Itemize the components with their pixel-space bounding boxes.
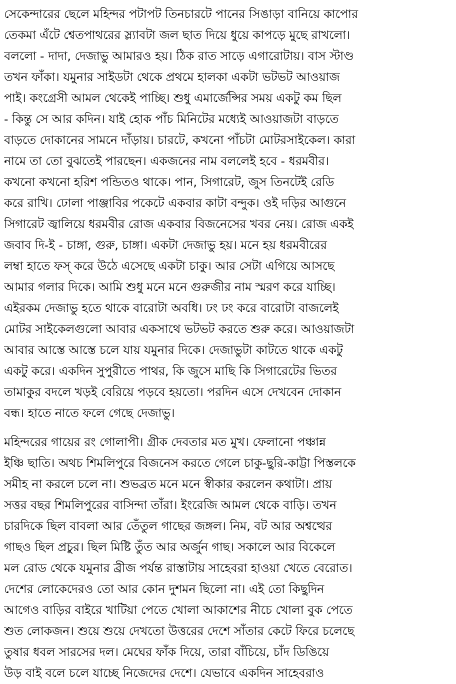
text-line: একটু করে। একদিন সুপুরীতে পাথর, কি জুসে মাছি কি সিগারেটের ভিতর <box>4 364 337 378</box>
text-line: তখন ফাঁকা। যমুনার সাইডটা থেকে প্রথমে হালকা একটা ভটভট আওয়াজ <box>4 70 340 84</box>
paragraph-1 <box>4 4 452 424</box>
text-line: সিগারেট জ্বালিয়ে ধরমবীর রোজ একবার বিজনেসের খবর নেয়। রোজ একই <box>4 217 354 231</box>
paragraph-2 <box>4 432 452 684</box>
text-line: লম্বা হাতে ফস্ করে উঠে এসেছে একটা চাকু। আর সেটা এগিয়ে আসছে <box>4 259 335 273</box>
text-line: তামাকুর বদলে খড়ই বেরিয়ে পড়বে হয়তো। পরদিন এসে দেখবেন দোকান <box>4 385 342 399</box>
text-line: এইরকম দেজাভু হতে থাকে বারোটা অবধি। ঢং ঢং করে বারোটা বাজলেই <box>4 301 339 315</box>
text-line: আমার গলার দিকে। আমি শুধু মনে মনে গুরুজীর নাম স্মরণ করে যাচ্ছি। <box>4 280 336 294</box>
text-line: সমীহ না করলে চলে না। শুভব্রত মনে মনে স্বীকার করলেন কথাটা। প্রায় <box>4 477 332 491</box>
text-line: তুষার ধবল সারসের দল। মেঘের ফাঁক দিয়ে, তারা বাঁচিয়ে, চাঁদ ডিঙিয়ে <box>4 645 329 659</box>
text-line: বাড়তে দোকানের সামনে দাঁড়ায়। চারটে, কখনো পাঁচটা মোটরসাইকেল। কারা <box>4 133 356 147</box>
text-line: শুত লোকজন। শুয়ে শুয়ে দেখতো উত্তরের দেশে সাঁতার কেটে ফিরে চলেছে <box>4 624 355 638</box>
text-line: কখনো কখনো হরিশ পন্ডিতও থাকে। পান, সিগারেট, জুস তিনটেই রেডি <box>4 175 335 189</box>
text-line: ইঞ্চি ছাতি। অথচ শিমলিপুরে বিজনেস করতে গেলে চাকু-ছুরি-কাট্টা পিস্তলকে <box>4 456 356 470</box>
text-line: চারদিকে ছিল বাবলা আর তেঁতুল গাছের জঙ্গল। নিম, বট আর অশ্বত্থের <box>4 519 333 533</box>
text-line: উড় বাই বলে চলে যাচ্ছে নিজেদের দেশে। যেভাবে একদিন সাহেবরাও <box>4 666 324 680</box>
text-line: গাছও ছিল প্রচুর। ছিল মিষ্টি তুঁত আর অর্জুন গাছ। সকালে আর বিকেলে <box>4 540 336 554</box>
text-line: পাই। কংগ্রেসী আমল থেকেই পাচ্ছি। শুধু এমার্জেন্সির সময় একটু কম ছিল <box>4 91 342 105</box>
text-line: দেশের লোকেদেরও তো আর কোন দুশমন ছিলো না। এই তো কিছুদিন <box>4 582 325 596</box>
text-line: নামে তা তো বুঝতেই পারছেন। একজনের নাম বললেই হবে - ধরমবীর। <box>4 154 330 168</box>
text-line: আগেও বাড়ির বাইরে খাটিয়া পেতে খোলা আকাশের নীচে খোলা বুক পেতে <box>4 603 353 617</box>
text-line: মহিন্দরের গায়ের রং গোলাপী। গ্রীক দেবতার মত মুখ। ফেলানো পঞ্চান্ন <box>4 435 326 449</box>
text-line: বললো - দাদা, দেজাভু আমারও হয়। ঠিক রাত সাড়ে এগারোটায়। বাস স্টাণ্ড <box>4 49 354 63</box>
text-line: মোটর সাইকেলগুলো আবার একসাথে ভটভট করতে শুরু করে। আওয়াজটা <box>4 322 355 336</box>
text-line: বন্ধ। হাতে নাতে ফলে গেছে দেজাভু। <box>4 406 175 420</box>
text-line: সত্তর বছর শিমলিপুরের বাসিন্দা তাঁরা। ইংরেজি আমল থেকে বাড়ি। তখন <box>4 498 337 512</box>
paragraph-gap <box>4 424 452 432</box>
text-line: জবাব দি-ই - চাঙ্গা, গুরু, চাঙ্গা। একটা দেজাভু হয়। মনে হয় ধরমবীরের <box>4 238 327 252</box>
text-line: করে রাখি। ঢোলা পাঞ্জাবির পকেটে একবার কাটা বন্দুক। ওই দড়ির আগুনে <box>4 196 346 210</box>
text-line: মল রোড থেকে যমুনার ব্রীজ পর্যন্ত রাস্তাটায় সাহেবরা হাওয়া খেতে বেরোত। <box>4 561 353 575</box>
text-line: - কিন্তু সে আর কদিন। যাই হোক পাঁচ মিনিটের মধ্যেই আওয়াজটা বাড়তে <box>4 112 339 126</box>
text-line: সেকেন্দারের ছেলে মহিন্দর পটাপট তিনচারটে পানের সিঙাড়া বানিয়ে কাপোর <box>4 7 358 21</box>
text-line: তেকমা এঁটে শ্বেতপাথরের স্ল্যাবটা জল ছাত দিয়ে ধুয়ে কাপড়ে মুছে রাখলো। <box>4 28 351 42</box>
text-line: আবার আস্তে আস্তে চলে যায় যমুনার দিকে। দেজাভুটা কাটতে থাকে একটু <box>4 343 343 357</box>
